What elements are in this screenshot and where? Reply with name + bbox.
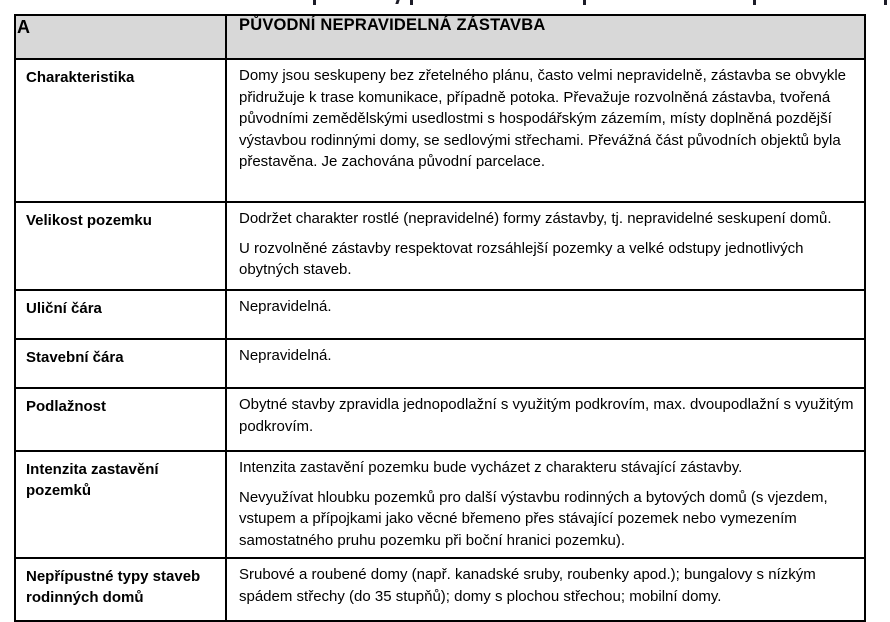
table-row [15,339,865,388]
caption-descender-mark [395,0,399,4]
caption-descender-mark [313,0,316,5]
row-label: Intenzita zastavění pozemků [15,451,226,558]
caption-descender-mark [583,0,586,5]
content-paragraph: U rozvolněné zástavby respektovat rozsáhlejší pozemky a velké odstupy jednotlivých obytných staveb. [239,239,804,278]
regulation-table [14,14,866,622]
table-row [15,202,865,290]
row-content [226,558,865,621]
content-paragraph: Dodržet charakter rostlé (nepravidelné) formy zástavby, tj. nepravidelné seskupení domů. [239,210,832,227]
row-content [226,202,865,290]
header-cell-category-letter: A [15,15,226,59]
caption-descender-mark [410,0,413,5]
header-cell-title: PŮVODNÍ NEPRAVIDELNÁ ZÁSTAVBA [226,15,865,59]
row-content [226,388,865,451]
row-label: Nepřípustné typy staveb rodinných domů [15,558,226,621]
table-header-row [15,15,865,59]
table-row [15,290,865,339]
content-paragraph: Nevyužívat hloubku pozemků pro další výstavbu rodinných a bytových domů (s vjezdem, vstupem a přípojkami jako věcné břemeno přes stávající pozemek nebo vymezením samostatného pruhu pozemku při boční hranici pozemku). [239,488,828,549]
caption-descender-mark [753,0,756,5]
row-content [226,339,865,388]
content-paragraph: Nepravidelná. [239,347,332,364]
row-content [226,290,865,339]
row-content [226,451,865,558]
content-paragraph: Domy jsou seskupeny bez zřetelného plánu, často velmi nepravidelně, zástavba se obvykle přidružuje k trase komunikace, případně potoka. Převažuje rozvolněná zástavba, tvořená původními zemědělskými usedlostmi s hospodářským zázemím, místy doplněná pozdější výstavbou rodinnými domy, se sedlovými střechami. Převážná část původních objektů byla přestavěna. Je zachována původní parcelace. [239,67,847,170]
row-label: Velikost pozemku [15,202,226,290]
row-label: Podlažnost [15,388,226,451]
content-paragraph: Intenzita zastavění pozemku bude vycházet z charakteru stávající zástavby. [239,459,743,476]
row-label: Stavební čára [15,339,226,388]
row-content [226,59,865,202]
table-row [15,451,865,558]
content-paragraph: Nepravidelná. [239,298,332,315]
caption-descender-mark [884,0,887,5]
row-label: Uliční čára [15,290,226,339]
content-paragraph: Obytné stavby zpravidla jednopodlažní s využitým podkrovím, max. dvoupodlažní s využitým podkrovím. [239,396,854,435]
content-paragraph: Srubové a roubené domy (např. kanadské sruby, roubenky apod.); bungalovy s nízkým spádem střechy (do 35 stupňů); domy s plochou střechou; mobilní domy. [239,566,816,605]
table-row [15,59,865,202]
table-row [15,558,865,621]
table-row [15,388,865,451]
row-label: Charakteristika [15,59,226,202]
